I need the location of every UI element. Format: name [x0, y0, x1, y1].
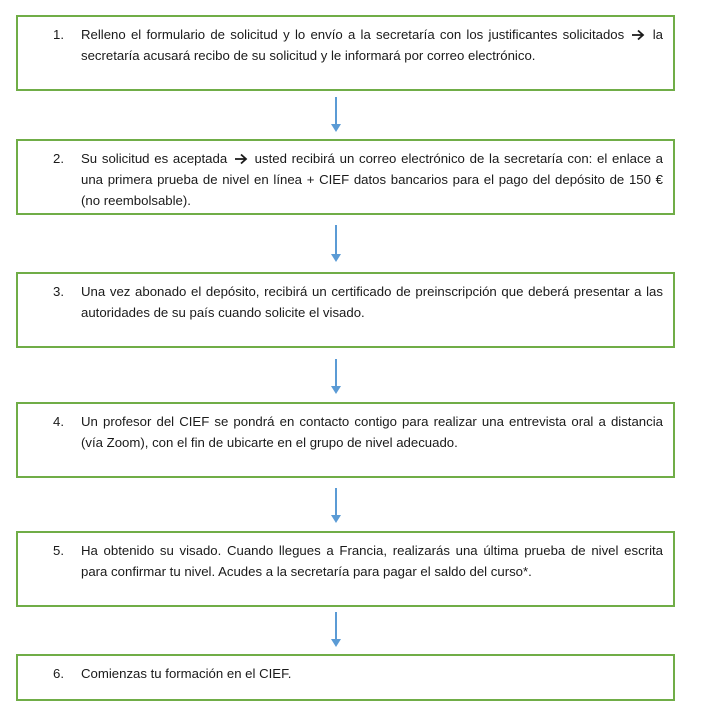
step-row-6: [53, 663, 663, 684]
right-arrow-icon: [631, 29, 645, 41]
step-text: Un profesor del CIEF se pondrá en contacto contigo para realizar una entrevista oral a distancia (vía Zoom), con el fin de ubicarte en el grupo de nivel adecuado.: [81, 414, 663, 450]
step-text-part: la secretaría acusará recibo de su solicitud y le informará por correo electrónico.: [81, 27, 663, 63]
step-text-part: usted recibirá un correo electrónico de la secretaría con: el enlace a una primera prueba de nivel en línea + CIEF datos bancarios para el pago del depósito de 150 € (no reembolsable).: [81, 151, 663, 208]
step-text-part: Su solicitud es aceptada: [81, 151, 228, 166]
right-arrow-icon: [234, 153, 248, 165]
step-text: Ha obtenido su visado. Cuando llegues a Francia, realizarás una última prueba de nivel escrita para confirmar tu nivel. Acudes a la secretaría para pagar el saldo del curso*.: [81, 543, 663, 579]
down-arrow-connector: [329, 97, 343, 133]
step-box-5: [16, 531, 675, 607]
step-box-4: [16, 402, 675, 478]
step-text: Comienzas tu formación en el CIEF.: [81, 666, 292, 681]
step-box-6: [16, 654, 675, 701]
step-box-2: [16, 139, 675, 215]
step-number: 6.: [53, 666, 64, 681]
step-box-1: [16, 15, 675, 91]
down-arrow-connector: [329, 359, 343, 395]
step-row-2: [53, 148, 663, 211]
step-row-1: [53, 24, 663, 66]
down-arrow-icon: [329, 97, 343, 133]
step-number: 3.: [53, 284, 64, 299]
step-box-3: [16, 272, 675, 348]
down-arrow-icon: [329, 359, 343, 395]
step-number: 1.: [53, 27, 64, 42]
down-arrow-icon: [329, 225, 343, 263]
step-row-4: [53, 411, 663, 453]
down-arrow-icon: [329, 612, 343, 648]
step-text-part: Relleno el formulario de solicitud y lo envío a la secretaría con los justificantes solicitados: [81, 27, 625, 42]
down-arrow-connector: [329, 612, 343, 648]
step-row-5: [53, 540, 663, 582]
step-number: 4.: [53, 414, 64, 429]
step-row-3: [53, 281, 663, 323]
step-number: 2.: [53, 151, 64, 166]
down-arrow-connector: [329, 225, 343, 263]
step-text: Una vez abonado el depósito, recibirá un certificado de preinscripción que deberá presentar a las autoridades de su país cuando solicite el visado.: [81, 284, 663, 320]
down-arrow-connector: [329, 488, 343, 524]
step-text: [81, 148, 663, 211]
step-number: 5.: [53, 543, 64, 558]
down-arrow-icon: [329, 488, 343, 524]
step-text: [81, 24, 663, 66]
